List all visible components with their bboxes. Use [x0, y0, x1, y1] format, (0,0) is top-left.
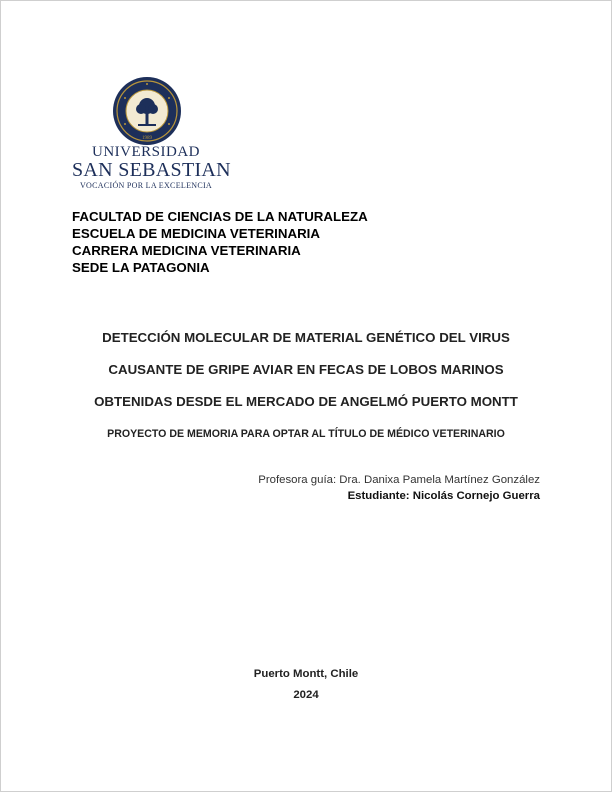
seal-year: 1989 — [142, 136, 152, 141]
university-motto: VOCACIÓN POR LA EXCELENCIA — [79, 181, 213, 190]
thesis-subtitle: PROYECTO DE MEMORIA PARA OPTAR AL TÍTULO DE MÉDICO VETERINARIO — [107, 428, 505, 440]
thesis-title-line2: CAUSANTE DE GRIPE AVIAR EN FECAS DE LOBOS MARINOS — [108, 362, 504, 377]
place: Puerto Montt, Chile — [253, 668, 359, 680]
university-name-line1: UNIVERSIDAD — [92, 144, 200, 160]
university-seal-icon — [112, 76, 182, 146]
faculty-line: FACULTAD DE CIENCIAS DE LA NATURALEZA — [72, 209, 368, 224]
career-line: CARRERA MEDICINA VETERINARIA — [72, 243, 301, 258]
campus-line: SEDE LA PATAGONIA — [72, 260, 210, 275]
year: 2024 — [293, 689, 319, 701]
thesis-title-line1: DETECCIÓN MOLECULAR DE MATERIAL GENÉTICO DEL VIRUS — [102, 330, 510, 345]
university-name-line2: SAN SEBASTIAN — [72, 159, 231, 181]
faculty-block — [72, 208, 368, 276]
thesis-title-line3: OBTENIDAS DESDE EL MERCADO DE ANGELMÓ PUERTO MONTT — [94, 394, 518, 409]
university-logo — [72, 76, 231, 192]
thesis-student: Estudiante: Nicolás Cornejo Guerra — [347, 490, 540, 502]
school-line: ESCUELA DE MEDICINA VETERINARIA — [72, 226, 320, 241]
thesis-advisor: Profesora guía: Dra. Danixa Pamela Martínez González — [258, 474, 540, 486]
